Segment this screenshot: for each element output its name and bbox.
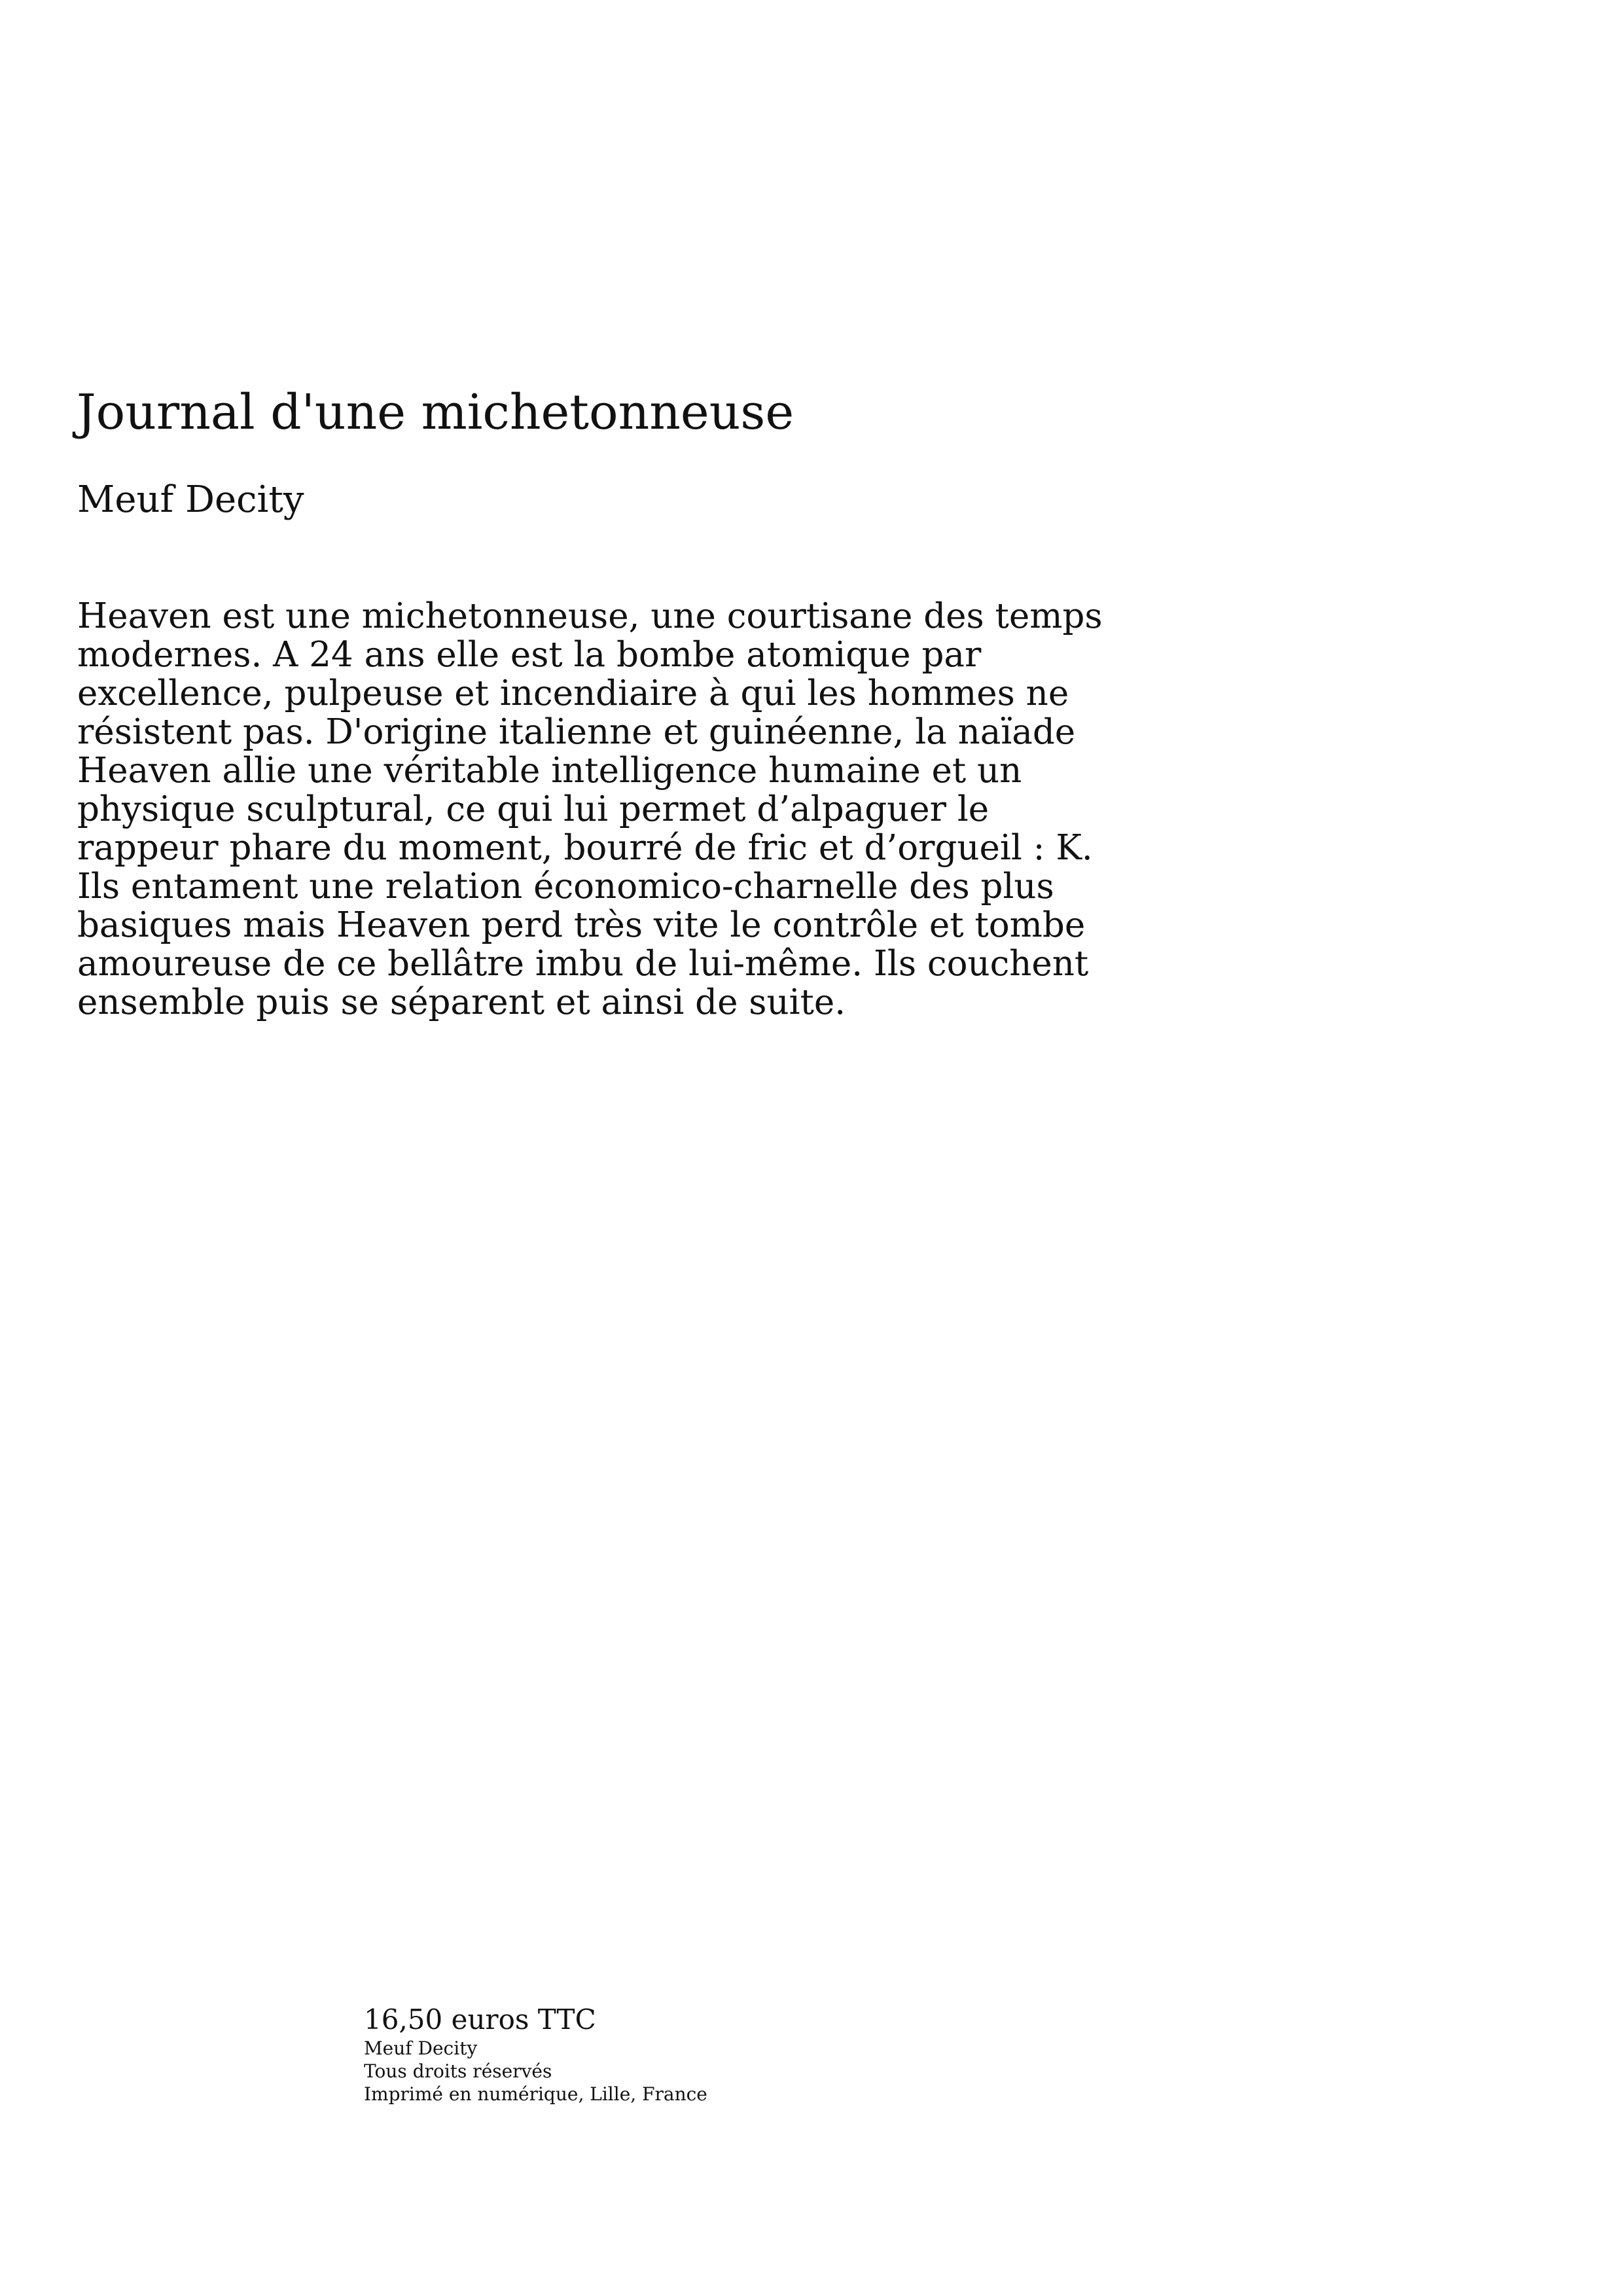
colophon bbox=[364, 2003, 953, 2106]
book-author: Meuf Decity bbox=[77, 478, 304, 521]
blurb-line: Heaven allie une véritable intelligence humaine et un bbox=[77, 751, 1022, 791]
price-label: 16,50 euros TTC bbox=[364, 2003, 596, 2036]
blurb-line: Heaven est une michetonneuse, une courtisane des temps bbox=[77, 596, 1103, 636]
blurb-line: rappeur phare du moment, bourré de fric et d’orgueil : K. bbox=[77, 828, 1093, 868]
blurb-line: basiques mais Heaven perd très vite le contrôle et tombe bbox=[77, 905, 1086, 945]
colophon-author: Meuf Decity bbox=[364, 2037, 478, 2059]
printing-notice: Imprimé en numérique, Lille, France bbox=[364, 2083, 707, 2105]
blurb-line: modernes. A 24 ans elle est la bombe atomique par bbox=[77, 635, 982, 675]
blurb-line: physique sculptural, ce qui lui permet d’alpaguer le bbox=[77, 789, 990, 829]
rights-notice: Tous droits réservés bbox=[364, 2060, 552, 2082]
blurb-line: Ils entament une relation économico-charnelle des plus bbox=[77, 867, 1054, 906]
blurb-line: excellence, pulpeuse et incendiaire à qui les hommes ne bbox=[77, 673, 1069, 713]
back-cover-blurb bbox=[77, 597, 1255, 1022]
blurb-line: amoureuse de ce bellâtre imbu de lui-même. Ils couchent bbox=[77, 944, 1089, 984]
book-title: Journal d'une michetonneuse bbox=[77, 384, 794, 440]
blurb-line: ensemble puis se séparent et ainsi de suite. bbox=[77, 982, 846, 1022]
blurb-line: résistent pas. D'origine italienne et guinéenne, la naïade bbox=[77, 712, 1076, 752]
